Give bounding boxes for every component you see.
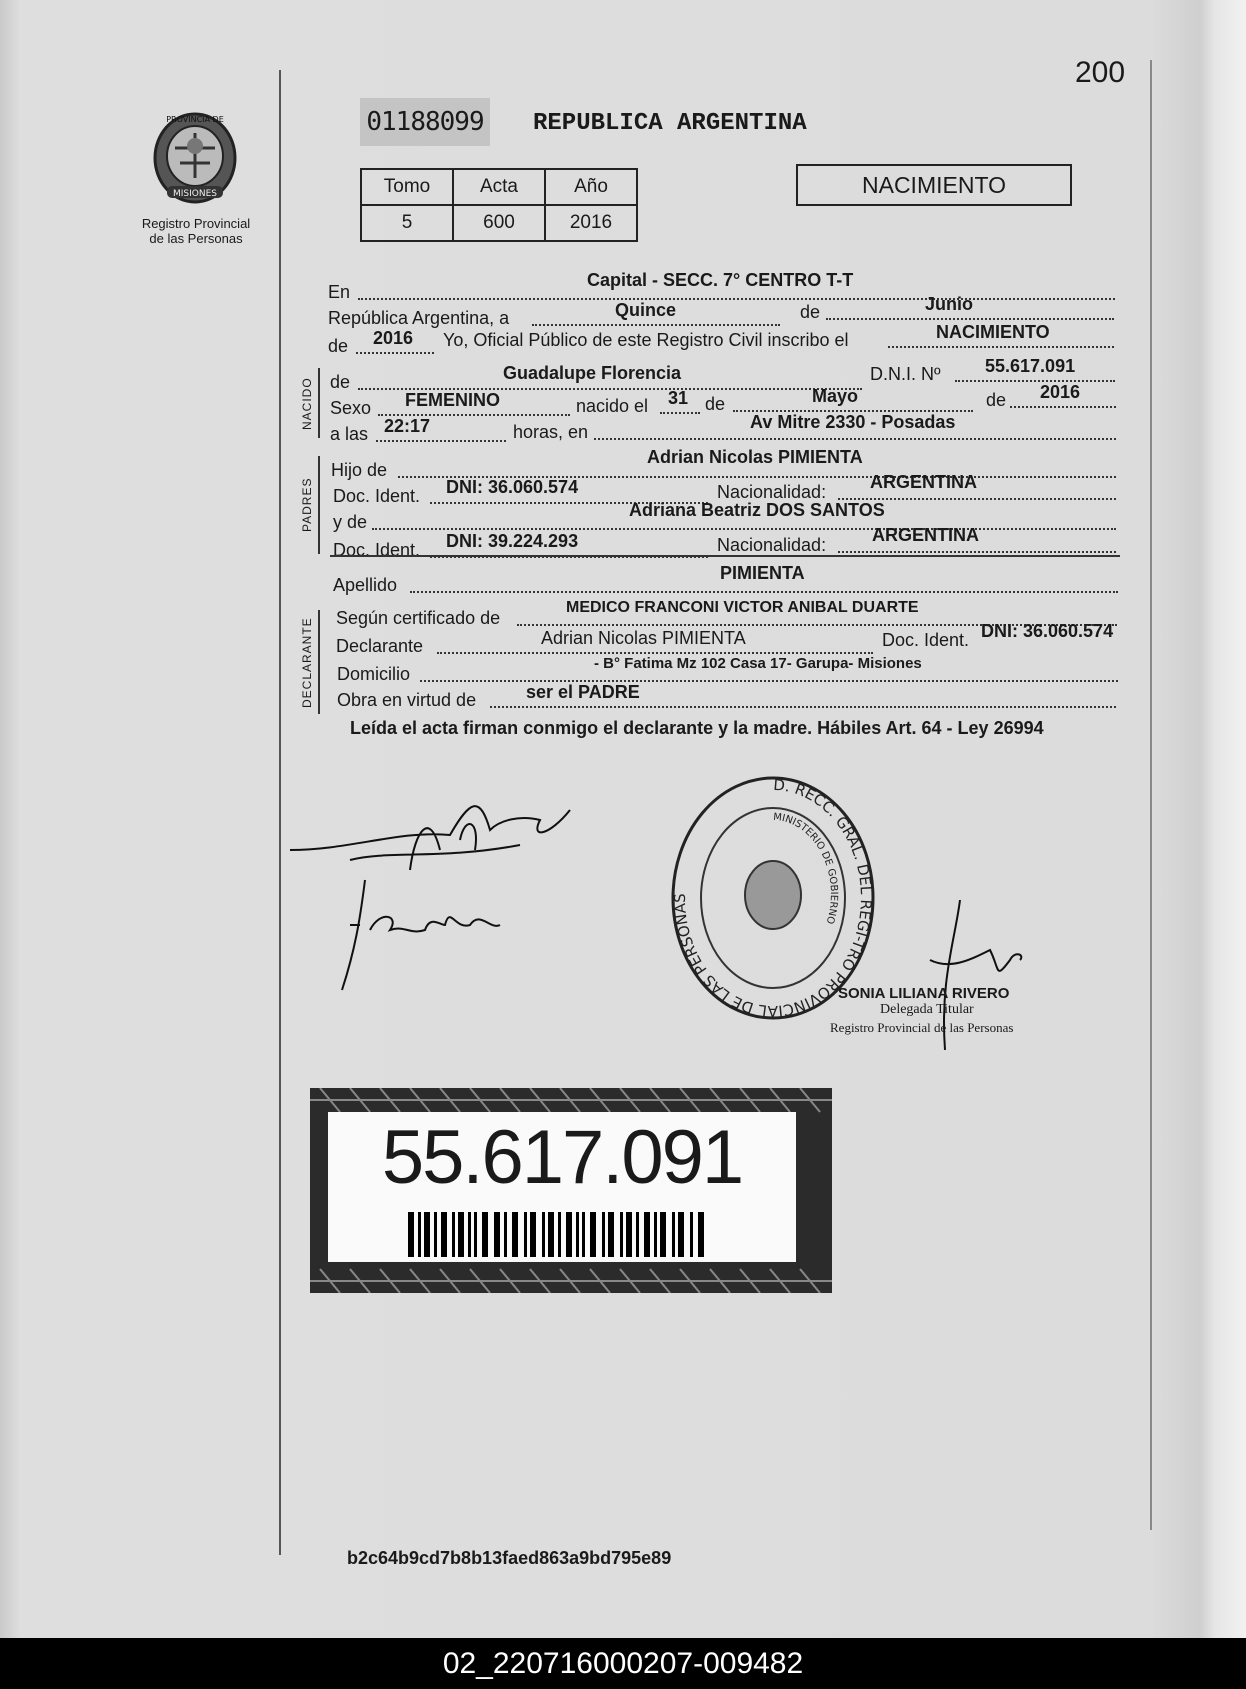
label-de-month: de: [705, 394, 726, 414]
dotted-line: [420, 680, 1118, 682]
label-dni: D.N.I. Nº: [870, 364, 941, 384]
signer-name: SONIA LILIANA RIVERO: [838, 985, 1010, 1002]
dotted-line: [955, 380, 1115, 382]
label-domicilio: Domicilio: [337, 664, 411, 684]
dotted-line: [838, 551, 1116, 553]
footer-id-bar: 02_220716000207-009482: [0, 1638, 1246, 1689]
value-certificate: MEDICO FRANCONI VICTOR ANIBAL DUARTE: [566, 599, 919, 616]
dotted-line: [410, 591, 1118, 593]
svg-text:D. RECC. GRAL. DEL REGI-TRO PR: D. RECC. GRAL. DEL REGI-TRO PROVINCIAL DE LAS PERSONAS: [670, 775, 876, 1020]
right-rule: [1150, 60, 1152, 1530]
dotted-line: [660, 412, 700, 414]
section-nacido: NACIDO: [300, 377, 314, 430]
label-doc-ident-mother: Doc. Ident.: [333, 540, 421, 560]
value-mother: Adriana Beatriz DOS SANTOS: [629, 500, 885, 520]
label-hijo-de: Hijo de: [331, 460, 388, 480]
dotted-line: [888, 346, 1114, 348]
dotted-line: [372, 528, 1116, 530]
label-nacido-el: nacido el: [576, 396, 649, 416]
section-bracket: [318, 610, 320, 714]
label-nacionalidad-father: Nacionalidad:: [717, 482, 827, 502]
value-birth-place: Av Mitre 2330 - Posadas: [750, 412, 956, 432]
closing-text: Leída el acta firman conmigo el declarante y la madre. Hábiles Art. 64 - Ley 26994: [350, 718, 1044, 738]
label-en: En: [328, 282, 351, 302]
value-name: Guadalupe Florencia: [503, 363, 682, 383]
value-capacity: ser el PADRE: [526, 682, 640, 702]
value-dni: 55.617.091: [985, 356, 1076, 376]
serial-number: 01188099: [360, 98, 490, 146]
registry-line2: de las Personas: [149, 231, 243, 246]
value-surname: PIMIENTA: [720, 563, 805, 583]
label-doc-ident-declarant: Doc. Ident.: [882, 630, 970, 650]
dotted-line: [358, 298, 1115, 300]
value-father-nat: ARGENTINA: [870, 472, 977, 492]
signer-org: Registro Provincial de las Personas: [830, 1020, 1014, 1035]
value-father: Adrian Nicolas PIMIENTA: [647, 447, 863, 467]
page-number: 200: [1075, 56, 1126, 89]
value-year: 2016: [373, 328, 414, 348]
label-obra: Obra en virtud de: [337, 690, 477, 710]
label-sexo: Sexo: [330, 398, 372, 418]
margin-rule: [279, 70, 281, 1555]
label-y-de: y de: [333, 512, 368, 532]
svg-text:MINISTERIO DE GOBIERNO: MINISTERIO DE GOBIERNO: [772, 811, 839, 926]
record-type-box: NACIMIENTO: [796, 164, 1072, 206]
section-bracket: [318, 368, 320, 438]
rule: [330, 555, 1120, 557]
value-declarant-doc: DNI: 36.060.574: [981, 621, 1114, 641]
value-birth-month: Mayo: [812, 386, 859, 406]
tomo-value: 5: [361, 205, 453, 241]
dotted-line: [490, 706, 1116, 708]
section-bracket: [318, 456, 320, 554]
label-segun: Según certificado de: [336, 608, 501, 628]
label-republica: República Argentina, a: [328, 308, 510, 328]
document-hash: b2c64b9cd7b8b13faed863a9bd795e89: [347, 1548, 672, 1568]
dotted-line: [532, 324, 780, 326]
value-birth-day: 31: [668, 388, 689, 408]
value-time: 22:17: [384, 416, 431, 436]
barcode-bars: [408, 1212, 718, 1257]
label-declarante: Declarante: [336, 636, 424, 656]
label-a-las: a las: [330, 424, 369, 444]
svg-text:MISIONES: MISIONES: [172, 189, 218, 199]
label-doc-ident-father: Doc. Ident.: [333, 486, 421, 506]
dotted-line: [437, 652, 873, 654]
barcode-sticker: [310, 1088, 832, 1293]
signer-role: Delegada Titular: [880, 1002, 974, 1017]
registry-caption: [130, 216, 262, 246]
dotted-line: [594, 438, 1116, 440]
tomo-header: Tomo: [361, 169, 453, 205]
acta-value: 600: [453, 205, 545, 241]
value-birth-year: 2016: [1040, 382, 1081, 402]
barcode-label: [328, 1112, 796, 1262]
value-sex: FEMENINO: [405, 390, 501, 410]
anio-header: Año: [545, 169, 637, 205]
section-declarante: DECLARANTE: [300, 617, 314, 708]
label-de-byear: de: [986, 390, 1007, 410]
label-apellido: Apellido: [333, 575, 398, 595]
official-seal-icon: [668, 770, 878, 1020]
label-de-year: de: [328, 336, 349, 356]
svg-text:PROVINCIA DE: PROVINCIA DE: [166, 115, 224, 124]
anio-value: 2016: [545, 205, 637, 241]
mother-signature: [330, 870, 530, 1000]
label-nacionalidad-mother: Nacionalidad:: [717, 535, 827, 555]
value-mother-doc: DNI: 39.224.293: [446, 531, 579, 551]
value-father-doc: DNI: 36.060.574: [446, 477, 579, 497]
book-table: [360, 168, 638, 242]
value-address: - B° Fatima Mz 102 Casa 17- Garupa- Misiones: [594, 655, 922, 672]
provincia-de-misiones-seal-icon: [145, 108, 245, 208]
value-month: Junio: [925, 294, 973, 314]
dotted-line: [376, 440, 506, 442]
section-padres: PADRES: [300, 477, 314, 532]
dotted-line: [356, 352, 434, 354]
dotted-line: [1010, 406, 1116, 408]
value-declarant: Adrian Nicolas PIMIENTA: [541, 628, 746, 648]
document-title: REPUBLICA ARGENTINA: [533, 110, 807, 137]
label-de-name: de: [330, 372, 351, 392]
barcode-number: 55.617.091: [381, 1115, 743, 1200]
dotted-line: [826, 318, 1114, 320]
value-day-words: Quince: [615, 300, 677, 320]
label-yo: Yo, Oficial Público de este Registro Civil inscribo el: [443, 330, 849, 350]
value-place: Capital - SECC. 7° CENTRO T-T: [587, 270, 854, 290]
registry-line1: Registro Provincial: [141, 216, 251, 231]
label-horas-en: horas, en: [513, 422, 589, 442]
value-mother-nat: ARGENTINA: [872, 525, 979, 545]
value-event: NACIMIENTO: [936, 322, 1050, 342]
label-de: de: [800, 302, 821, 322]
acta-header: Acta: [453, 169, 545, 205]
